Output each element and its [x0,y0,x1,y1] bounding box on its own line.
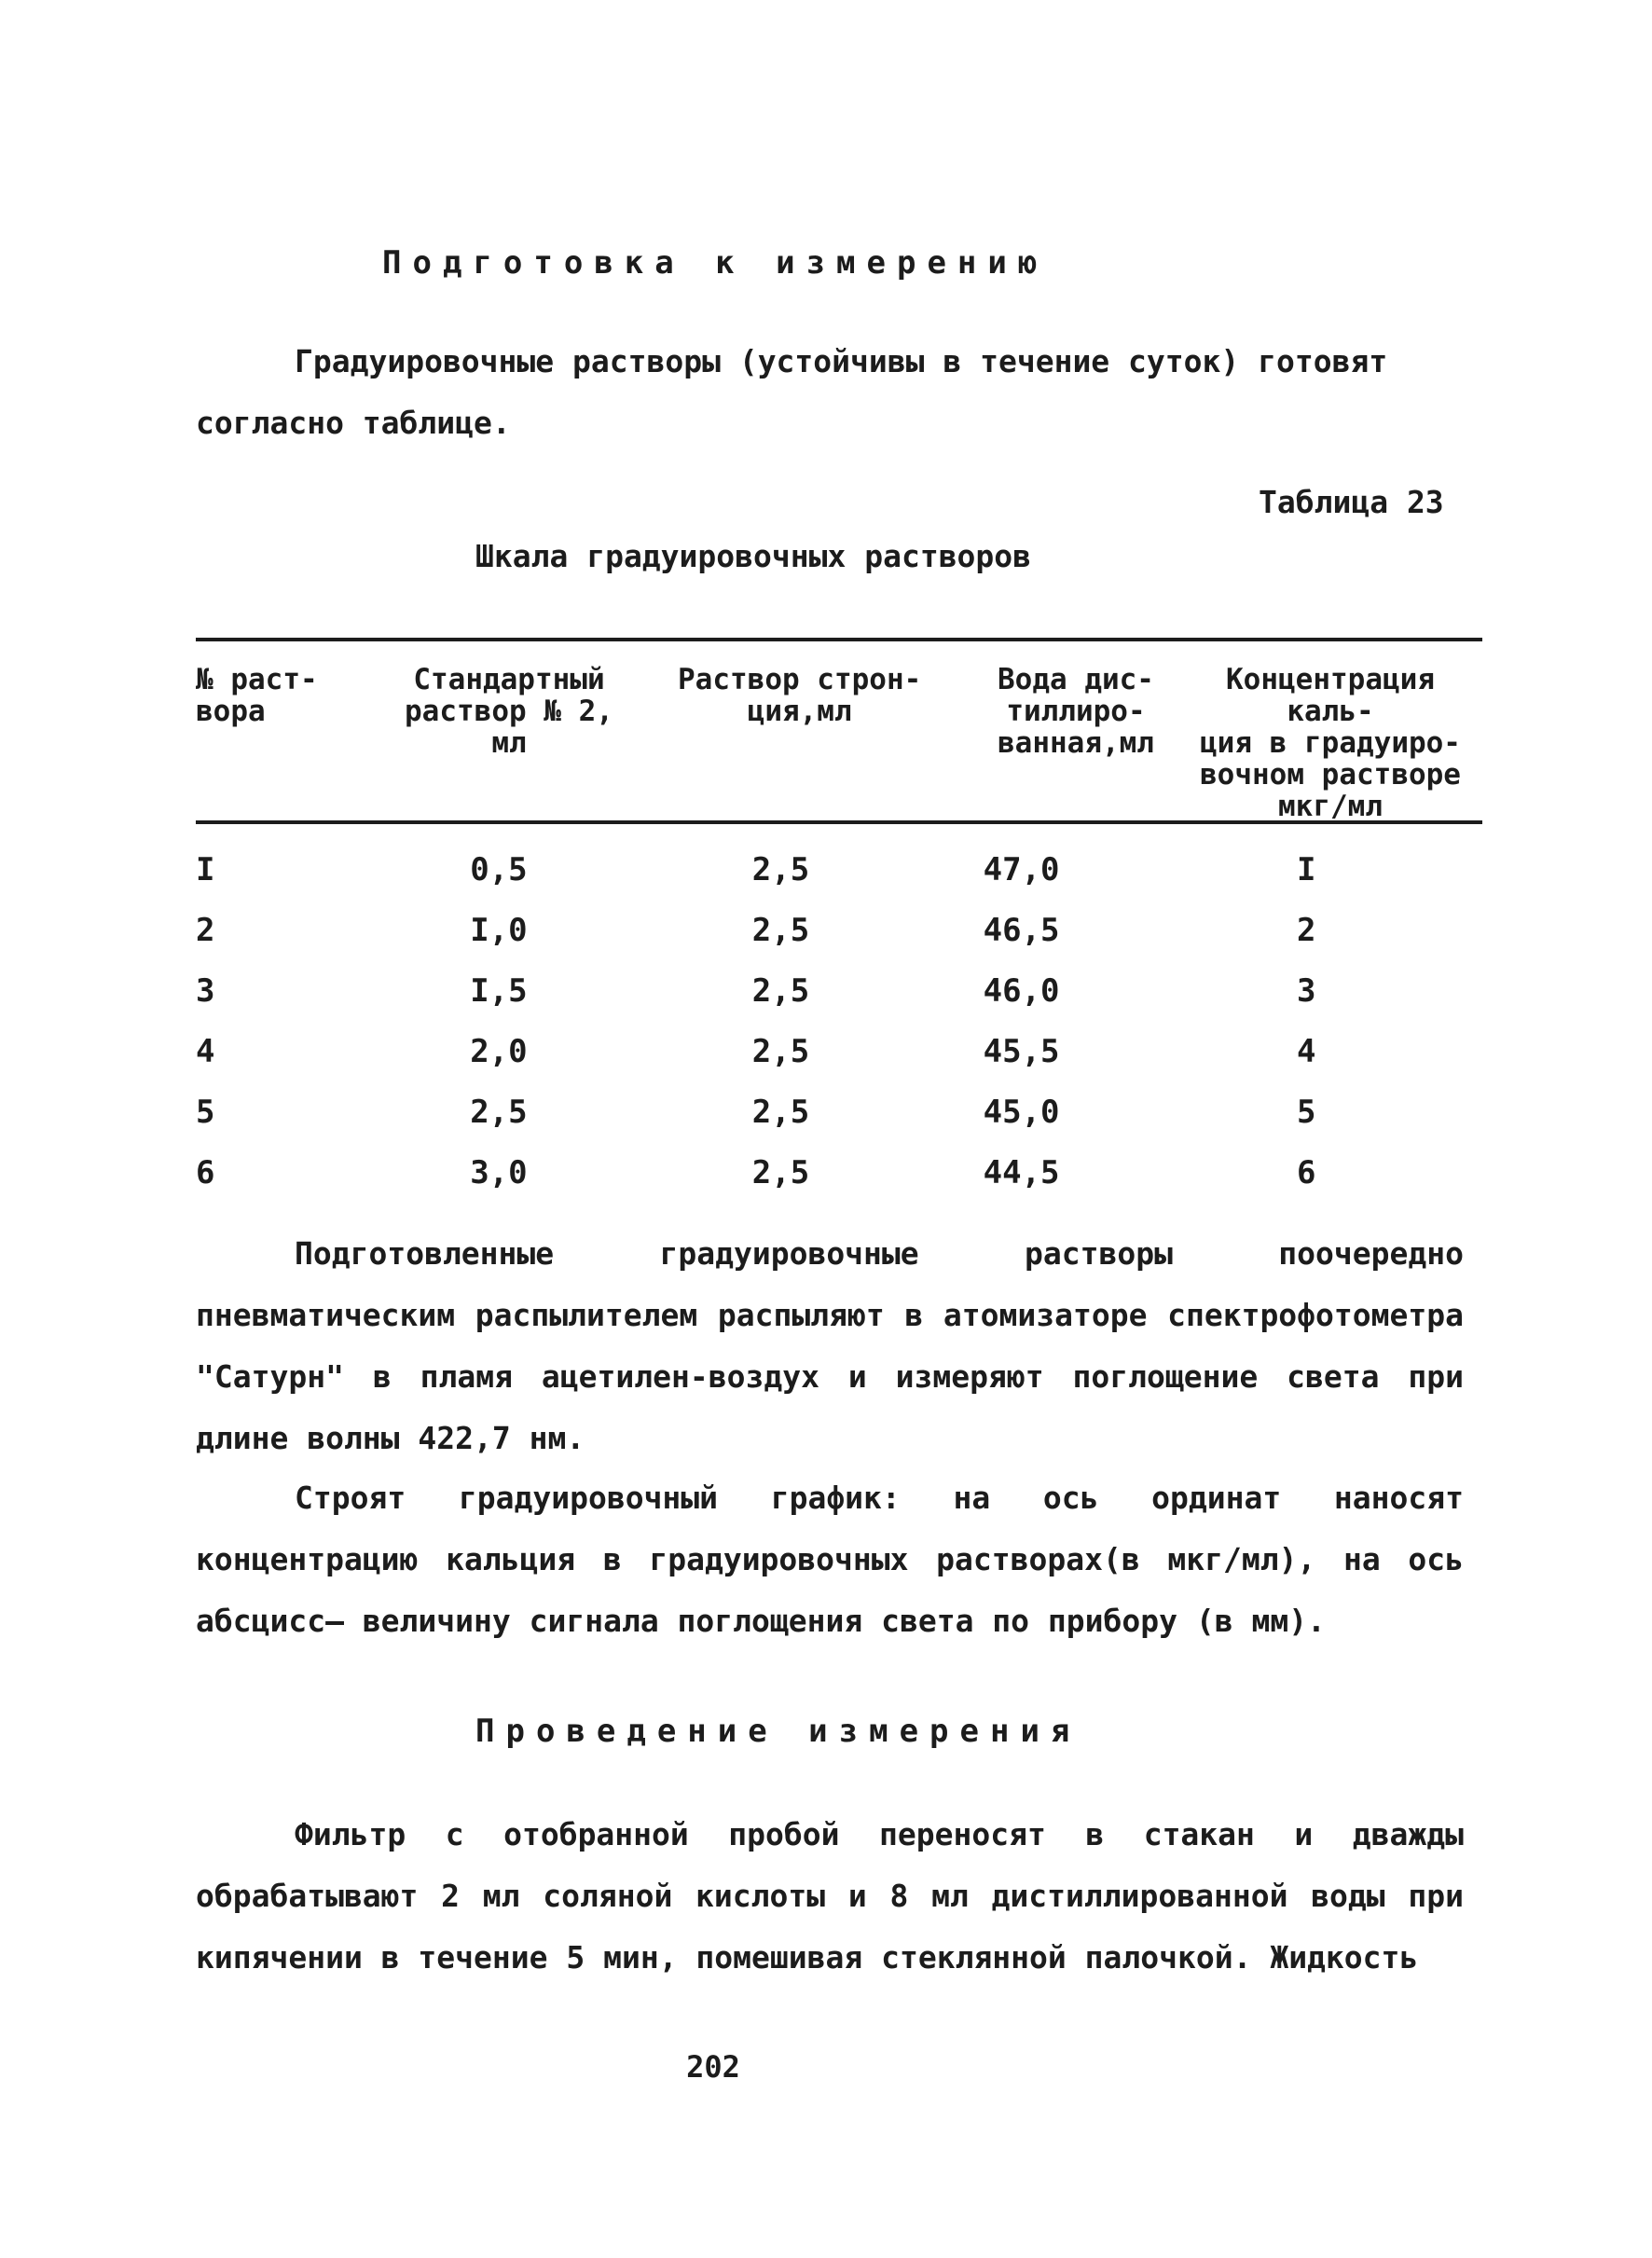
table-row [196,839,1473,900]
cell-concentration: 4 [1296,1032,1316,1070]
cell-water-ml: 45,0 [983,1093,1060,1131]
section-heading-preparation: Подготовка к измерению [382,244,1049,282]
cell-standard-solution-ml: 3,0 [470,1153,528,1191]
calibration-table [196,839,1473,1203]
cell-standard-solution-ml: 2,5 [470,1093,528,1131]
cell-solution-number: 5 [196,1093,215,1131]
cell-water-ml: 46,0 [983,971,1060,1010]
col-header-solution-number: № раст- вора [196,663,318,728]
table-row [196,1142,1473,1203]
cell-strontium-ml: 2,5 [751,911,810,949]
cell-solution-number: 6 [196,1153,215,1191]
cell-solution-number: 2 [196,911,215,949]
cell-strontium-ml: 2,5 [751,971,810,1010]
table-row [196,960,1473,1021]
intro-line-2: согласно таблице. [196,405,511,441]
cell-strontium-ml: 2,5 [751,1093,810,1131]
cell-concentration: I [1296,850,1316,888]
cell-water-ml: 44,5 [983,1153,1060,1191]
col-header-distilled-water: Вода дис- тиллиро- ванная,мл [998,663,1154,760]
cell-strontium-ml: 2,5 [751,850,810,888]
cell-standard-solution-ml: I,5 [470,971,528,1010]
table-row [196,900,1473,960]
cell-standard-solution-ml: 0,5 [470,850,528,888]
paragraph-calibration-graph: Строят градуировочный график: на ось ординат наносят концентрацию кальция в градуировочных растворах(в мкг/мл), на ось абсцисс– величину сигнала поглощения света по прибору (в мм). [196,1480,1464,1639]
cell-solution-number: I [196,850,215,888]
cell-solution-number: 4 [196,1032,215,1070]
cell-water-ml: 45,5 [983,1032,1060,1070]
table-row [196,1021,1473,1081]
cell-strontium-ml: 2,5 [751,1032,810,1070]
cell-concentration: 3 [1296,971,1316,1010]
cell-water-ml: 47,0 [983,850,1060,888]
page-number: 202 [686,2049,740,2085]
table-row [196,1081,1473,1142]
cell-concentration: 2 [1296,911,1316,949]
col-header-strontium-solution: Раствор строн- ция,мл [678,663,922,728]
cell-strontium-ml: 2,5 [751,1153,810,1191]
paragraph-filter-processing: Фильтр с отобранной пробой переносят в стакан и дважды обрабатывают 2 мл соляной кислоты и 8 мл дистиллированной воды при кипячении в течение 5 мин, помешивая стеклянной палочкой. Жидкость [196,1816,1464,1976]
table-top-rule [196,638,1482,641]
paragraph-prepared-solutions: Подготовленные градуировочные растворы поочередно пневматическим распылителем распыляют в атомизаторе спектрофотометра "Сатурн" в пламя ацетилен-воздух и измеряют поглощение света при длине волны 422,7 нм. [196,1235,1464,1456]
cell-standard-solution-ml: I,0 [470,911,528,949]
table-number-label: Таблица 23 [1259,484,1444,520]
cell-concentration: 6 [1296,1153,1316,1191]
cell-standard-solution-ml: 2,0 [470,1032,528,1070]
cell-concentration: 5 [1296,1093,1316,1131]
cell-solution-number: 3 [196,971,215,1010]
section-heading-measurement: Проведение измерения [475,1713,1081,1750]
col-header-calcium-concentration: Концентрация каль- ция в градуиро- вочном растворе мкг/мл [1200,664,1461,822]
table-header-rule-left [196,820,1212,824]
table-title: Шкала градуировочных растворов [475,538,1032,574]
table-header-rule-right [1182,820,1482,824]
cell-water-ml: 46,5 [983,911,1060,949]
col-header-standard-solution: Стандартный раствор № 2, мл [405,663,613,760]
intro-line-1: Градуировочные растворы (устойчивы в течение суток) готовят [295,343,1388,379]
